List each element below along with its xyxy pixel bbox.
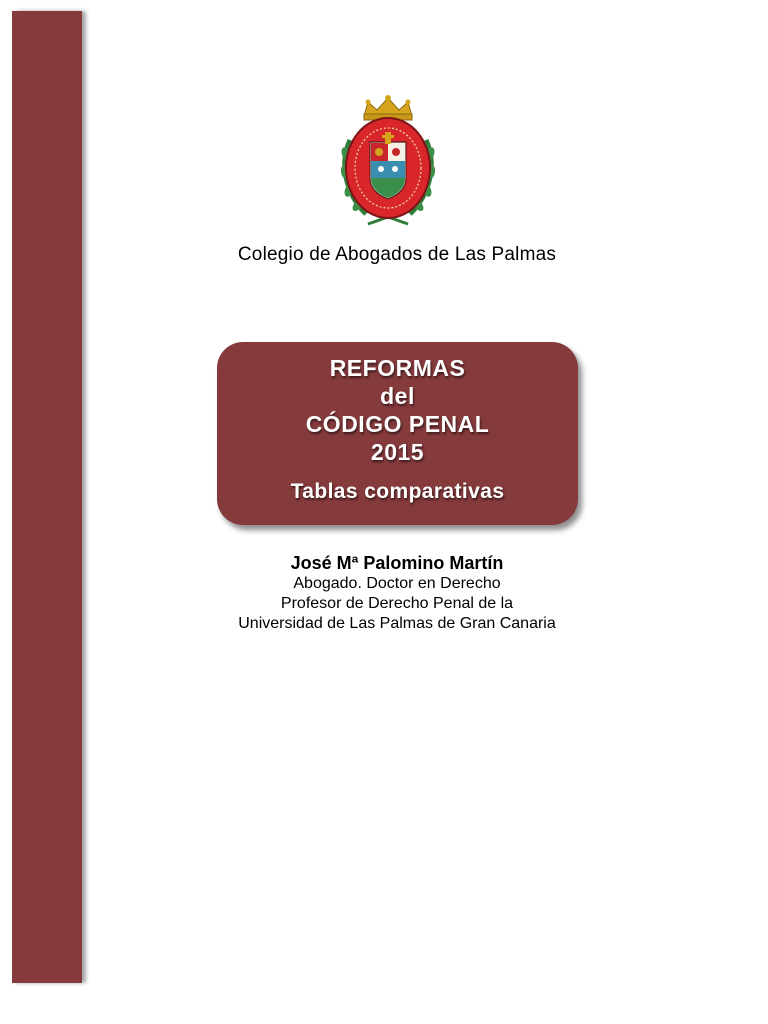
institution-name: Colegio de Abogados de Las Palmas <box>237 244 557 265</box>
subtitle: Tablas comparativas <box>290 480 505 503</box>
sidebar-accent-bar <box>12 11 82 983</box>
title-line: 2015 <box>370 439 425 465</box>
author-block <box>0 552 768 634</box>
title-line: del <box>380 383 415 409</box>
title-panel <box>217 342 578 525</box>
title-line: CÓDIGO PENAL <box>305 411 490 437</box>
author-name: José Mª Palomino Martín <box>290 553 504 573</box>
author-credential: Abogado. Doctor en Derecho <box>293 575 501 592</box>
coat-of-arms-icon <box>336 92 440 230</box>
author-position: Profesor de Derecho Penal de la <box>280 595 514 612</box>
title-block <box>217 354 578 466</box>
title-line: REFORMAS <box>329 355 466 381</box>
author-university: Universidad de Las Palmas de Gran Canaria <box>238 615 556 632</box>
